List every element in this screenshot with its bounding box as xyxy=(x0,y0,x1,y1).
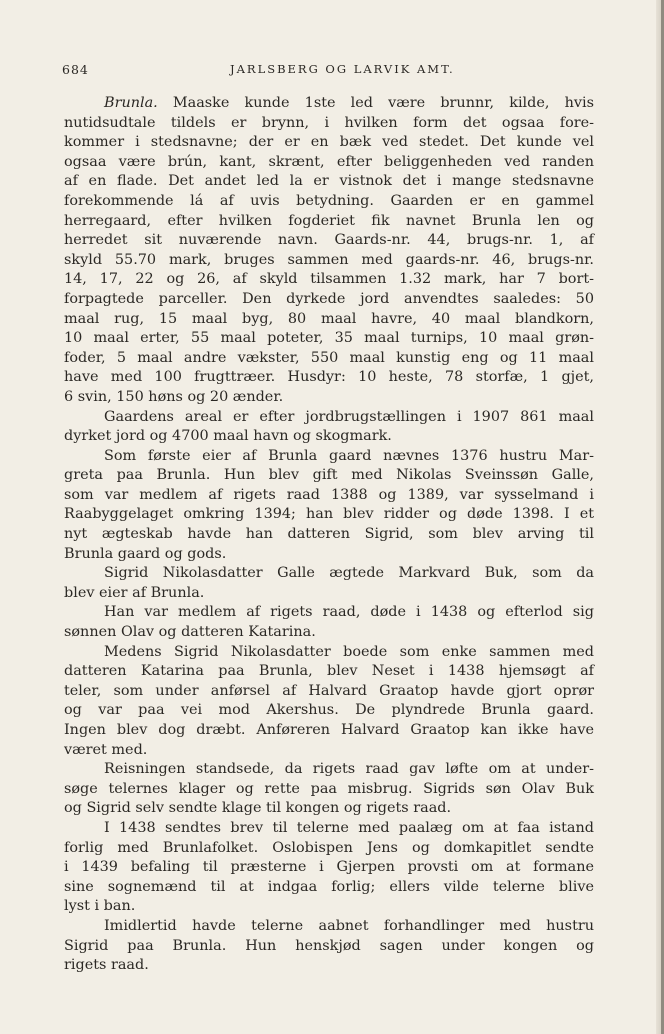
text-line: forpagtede parceller. Den dyrkede jord anvendtes saaledes: 50 xyxy=(64,290,594,307)
text-line: Brunla. Maaske kunde 1ste led være brunnr, kilde, hvis xyxy=(104,95,594,111)
text-line: maal rug, 15 maal byg, 80 maal havre, 40 maal blandkorn, xyxy=(64,310,594,327)
body-text xyxy=(64,94,594,976)
text-line: Gaardens areal er efter jordbrugstællingen i 1907 861 maal xyxy=(104,408,594,425)
text-line: søge telernes klager og rette paa misbrug. Sigrids søn Olav Buk xyxy=(64,780,594,797)
page-number: 684 xyxy=(62,62,89,77)
text-line: Sigrid Nikolasdatter Galle ægtede Markvard Buk, som da xyxy=(104,565,594,582)
text-line: 14, 17, 22 og 26, af skyld tilsammen 1.32 mark, har 7 bort- xyxy=(64,271,594,288)
text-line: skyld 55.70 mark, bruges sammen med gaards-nr. 46, brugs-nr. xyxy=(64,251,594,268)
running-title: JARLSBERG OG LARVIK AMT. xyxy=(230,62,455,76)
text-line: sine sognemænd til at indgaa forlig; ellers vilde telerne blive xyxy=(64,878,594,895)
text-line: ogsaa være brún, kant, skrænt, efter beliggenheden ved randen xyxy=(64,153,594,170)
text-line: af en flade. Det andet led la er vistnok det i mange stedsnavne xyxy=(64,173,594,190)
text-line: nutidsudtale tildels er brynn, i hvilken form det ogsaa fore- xyxy=(64,114,594,131)
page-header xyxy=(62,62,582,82)
page-edge xyxy=(656,0,664,1034)
text-line: og var paa vei mod Akershus. De plyndrede Brunla gaard. xyxy=(64,702,594,719)
text-line: og Sigrid selv sendte klage til kongen og rigets raad. xyxy=(64,800,452,817)
text-line: sønnen Olav og datteren Katarina. xyxy=(64,624,316,641)
text-line: herredet sit nuværende navn. Gaards-nr. 44, brugs-nr. 1, af xyxy=(64,232,594,249)
text-line: Han var medlem af rigets raad, døde i 1438 og efterlod sig xyxy=(104,604,594,621)
text-line: herregaard, efter hvilken fogderiet fik navnet Brunla len og xyxy=(64,212,594,229)
text-line: i 1439 befaling til præsterne i Gjerpen provsti om at formane xyxy=(64,859,594,876)
text-line: Reisningen standsede, da rigets raad gav løfte om at under- xyxy=(104,761,594,778)
text-line: lyst i ban. xyxy=(64,898,136,915)
text-line: været med. xyxy=(64,741,148,758)
text-line: datteren Katarina paa Brunla, blev Neset i 1438 hjemsøgt af xyxy=(64,663,594,680)
text-line: teler, som under anførsel af Halvard Graatop havde gjort oprør xyxy=(64,682,594,699)
text-line: Ingen blev dog dræbt. Anføreren Halvard Graatop kan ikke have xyxy=(64,722,594,738)
text-line: Som første eier af Brunla gaard nævnes 1376 hustru Mar- xyxy=(104,447,594,464)
text-line: 10 maal erter, 55 maal poteter, 35 maal turnips, 10 maal grøn- xyxy=(64,330,594,347)
text-line: kommer i stedsnavne; der er en bæk ved stedet. Det kunde vel xyxy=(64,134,594,151)
text-line: forlig med Brunlafolket. Oslobispen Jens og domkapitlet sendte xyxy=(64,839,594,856)
text-line: som var medlem af rigets raad 1388 og 1389, var sysselmand i xyxy=(64,486,594,503)
text-line: Imidlertid havde telerne aabnet forhandlinger med hustru xyxy=(104,917,594,934)
text-line: Raabyggelaget omkring 1394; han blev ridder og døde 1398. I et xyxy=(64,506,594,523)
text-line: dyrket jord og 4700 maal havn og skogmark. xyxy=(64,428,392,445)
text-line: I 1438 sendtes brev til telerne med paalæg om at faa istand xyxy=(104,819,594,836)
text-line: have med 100 frugttræer. Husdyr: 10 heste, 78 storfæ, 1 gjet, xyxy=(64,369,594,386)
text-line: forekommende lá af uvis betydning. Gaarden er en gammel xyxy=(64,192,594,209)
text-line: Medens Sigrid Nikolasdatter boede som enke sammen med xyxy=(104,643,594,660)
text-line: 6 svin, 150 høns og 20 ænder. xyxy=(64,388,284,405)
text-line: nyt ægteskab havde han datteren Sigrid, som blev arving til xyxy=(64,526,594,543)
text-line: rigets raad. xyxy=(64,957,149,974)
text-line: Brunla gaard og gods. xyxy=(64,545,227,562)
text-line: greta paa Brunla. Hun blev gift med Nikolas Sveinssøn Galle, xyxy=(64,467,594,484)
text-line: blev eier af Brunla. xyxy=(64,584,205,601)
text-line: Sigrid paa Brunla. Hun henskjød sagen under kongen og xyxy=(64,937,594,954)
entry-title: Brunla. xyxy=(104,95,158,111)
text-line: foder, 5 maal andre vækster, 550 maal kunstig eng og 11 maal xyxy=(64,349,594,366)
